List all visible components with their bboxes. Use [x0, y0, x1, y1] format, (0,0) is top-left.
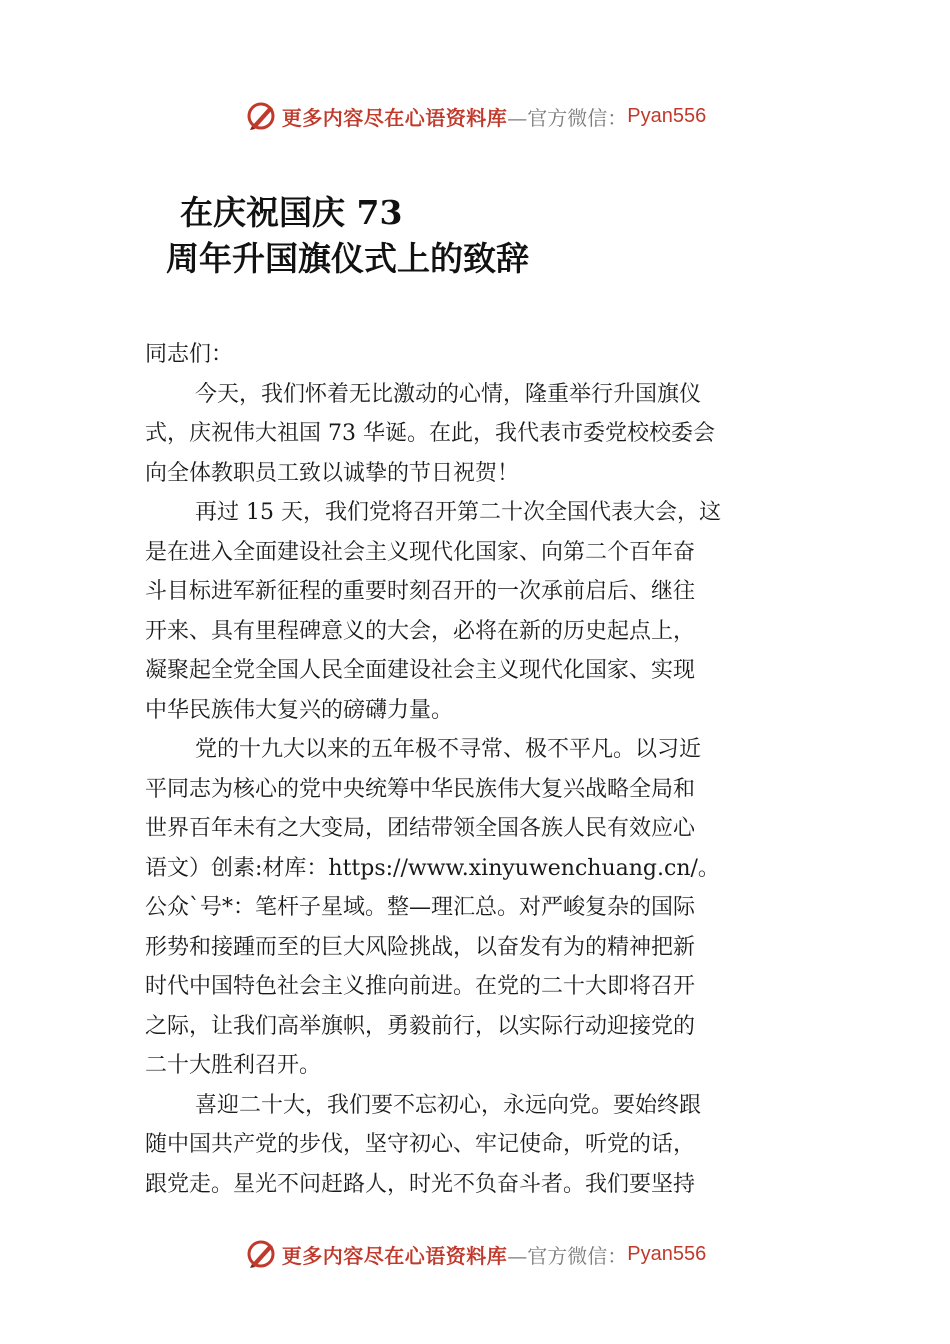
- body-line: 平同志为核心的党中央统筹中华民族伟大复兴战略全局和: [145, 776, 696, 802]
- body-line: 形势和接踵而至的巨大风险挑战，以奋发有为的精神把新: [145, 934, 696, 960]
- body-line: 凝聚起全党全国人民全面建设社会主义现代化国家、实现: [145, 658, 696, 683]
- body-line: 式，庆祝伟大祖国 73 华诞。在此，我代表市委党校校委会: [145, 421, 715, 446]
- body-line: 跟党走。星光不问赶路人，时光不负奋斗者。我们要坚持: [145, 1171, 696, 1197]
- pen-logo-icon: [244, 1237, 278, 1271]
- body-line: 再过 15 天，我们党将召开第二十次全国代表大会，这: [195, 500, 721, 525]
- header-watermark-banner: [0, 96, 950, 136]
- banner-wechat-id: Pyan556: [627, 104, 707, 127]
- document-body: [145, 335, 805, 1204]
- banner-text: 更多内容尽在心语资料库: [281, 105, 508, 130]
- document-title: [0, 190, 950, 282]
- body-line: 之际，让我们高举旗帜，勇毅前行，以实际行动迎接党的: [145, 1013, 696, 1039]
- body-line: 世界百年未有之大变局，团结带领全国各族人民有效应心: [145, 816, 696, 841]
- body-line: 开来、具有里程碑意义的大会，必将在新的历史起点上，: [145, 618, 696, 644]
- title-line-1: 在庆祝国庆 73: [180, 193, 403, 232]
- body-line: 同志们：: [145, 342, 234, 367]
- title-line-2: 周年升国旗仪式上的致辞: [166, 239, 529, 278]
- body-line: 党的十九大以来的五年极不寻常、极不平凡。以习近: [195, 737, 702, 762]
- pen-logo-icon: [244, 99, 278, 133]
- body-line: 中华民族伟大复兴的磅礴力量。: [145, 697, 454, 723]
- body-line: 时代中国特色社会主义推向前进。在党的二十大即将召开: [145, 974, 696, 999]
- body-line: 语文）创素:材库：https://www.xinyuwenchuang.cn/。: [145, 855, 720, 881]
- footer-watermark-banner: [0, 1234, 950, 1274]
- body-line: 是在进入全面建设社会主义现代化国家、向第二个百年奋: [145, 539, 696, 565]
- body-line: 今天，我们怀着无比激动的心情，隆重举行升国旗仪: [195, 381, 702, 407]
- banner-wechat-id: Pyan556: [627, 1242, 707, 1265]
- body-line: 斗目标进军新征程的重要时刻召开的一次承前启后、继往: [145, 579, 696, 604]
- body-line: 向全体教职员工致以诚挚的节日祝贺！: [145, 460, 520, 486]
- banner-separator: —官方微信：: [507, 105, 628, 130]
- body-line: 随中国共产党的步伐，坚守初心、牢记使命，听党的话，: [145, 1132, 696, 1157]
- body-line: 二十大胜利召开。: [145, 1053, 322, 1078]
- banner-separator: —官方微信：: [507, 1243, 628, 1268]
- body-line: 公众`号*：笔杆子星域。整—理汇总。对严峻复杂的国际: [145, 895, 696, 920]
- banner-text: 更多内容尽在心语资料库: [281, 1243, 508, 1268]
- body-line: 喜迎二十大，我们要不忘初心，永远向党。要始终跟: [195, 1092, 702, 1118]
